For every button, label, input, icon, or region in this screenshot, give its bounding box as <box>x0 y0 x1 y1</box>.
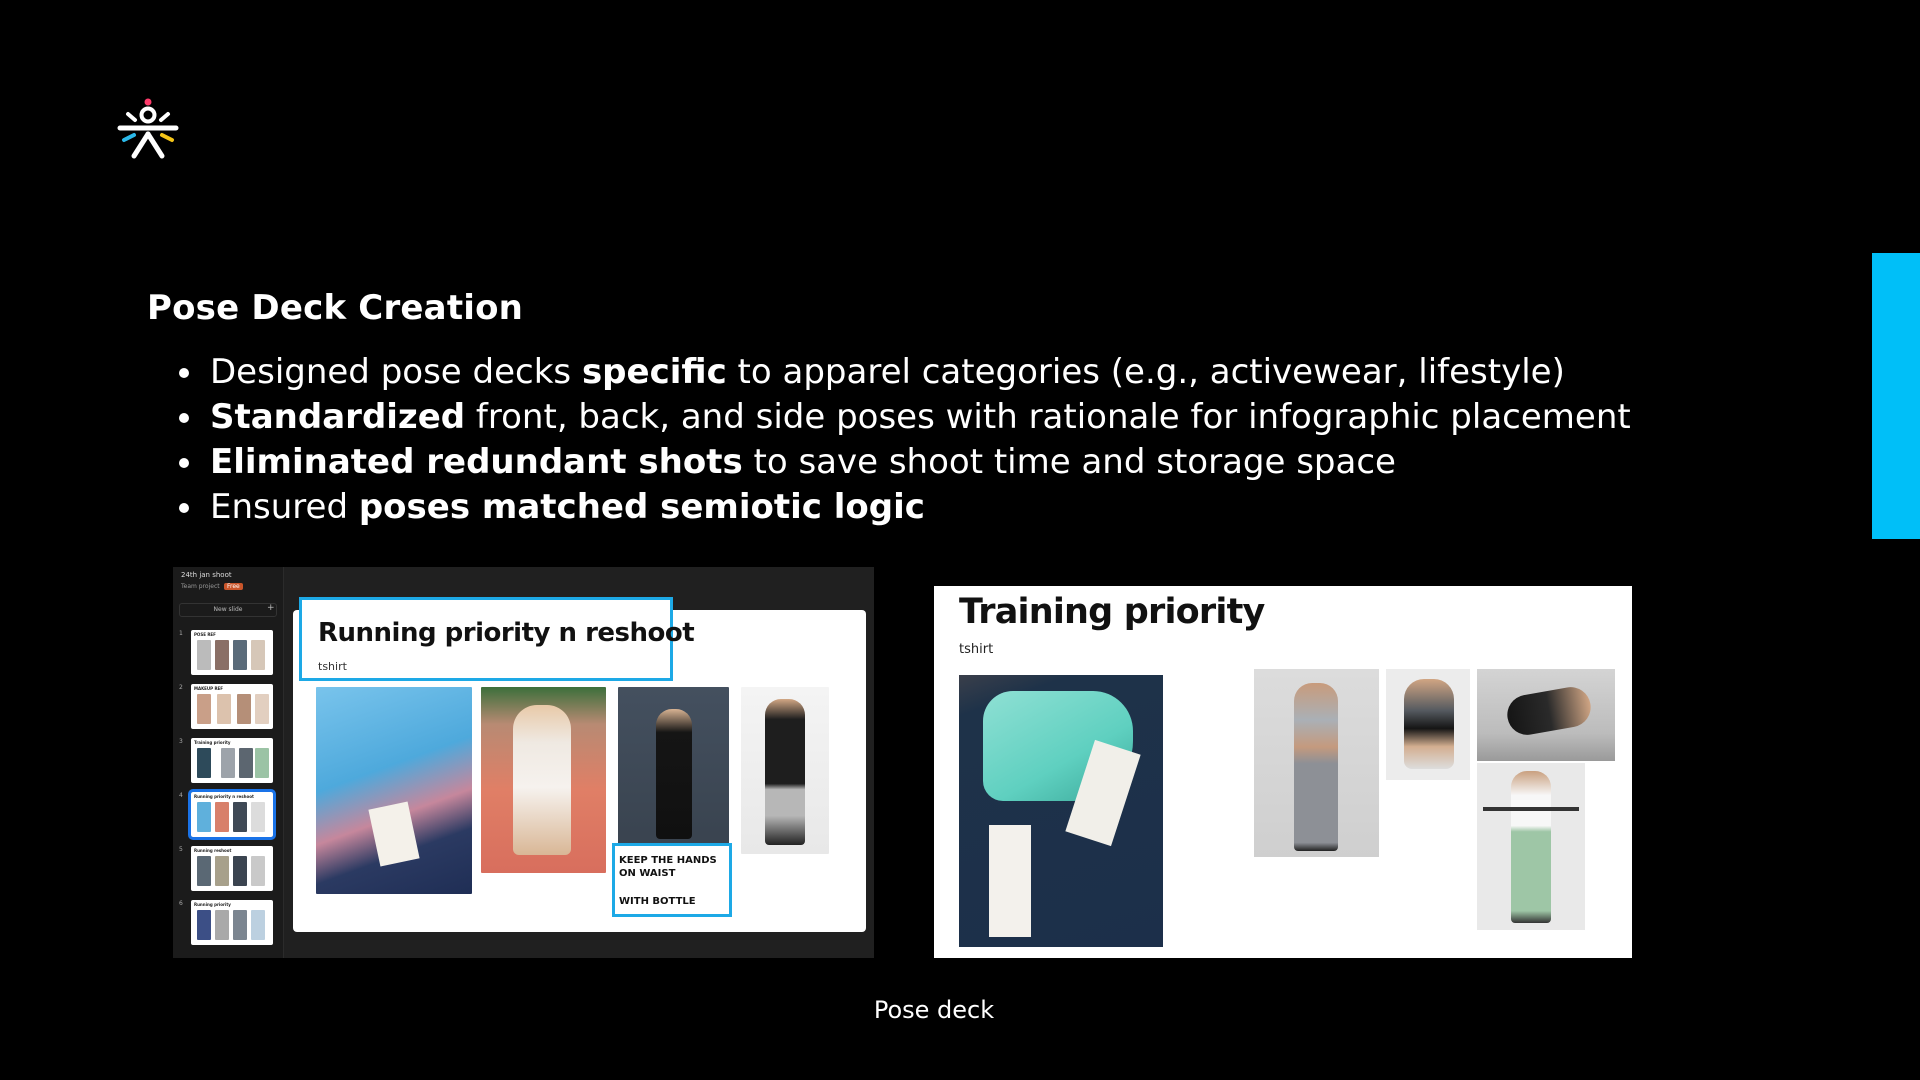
slide-thumbnail-title: Running priority <box>194 902 231 907</box>
photo-folded-tshirts <box>316 687 472 894</box>
slide-number: 3 <box>179 738 183 745</box>
photo-tshirt-with-tags <box>959 675 1163 947</box>
photo-model-lunge <box>618 687 729 847</box>
slide-thumbnail <box>191 630 273 675</box>
brand-logo-icon <box>116 96 180 168</box>
slide-thumbnail <box>191 738 273 783</box>
photo-model-kneeling-dumbbell <box>1386 669 1470 780</box>
photo-model-barbell <box>1477 763 1585 930</box>
slide-sidebar <box>173 567 284 958</box>
bullet-item: • Ensured poses matched semiotic logic <box>206 485 1631 530</box>
slide-number: 4 <box>179 792 183 799</box>
bullet-list <box>170 350 1631 530</box>
team-label: Team project <box>181 583 220 590</box>
pose-note-line: KEEP THE HANDS ON WAIST <box>619 855 717 879</box>
canvas-title-box <box>299 597 695 681</box>
new-slide-button: New slide <box>179 603 277 617</box>
slide-thumbnail-selected <box>191 792 273 837</box>
project-name: 24th jan shoot <box>181 571 232 579</box>
canvas-subtitle: tshirt <box>318 660 347 673</box>
slide-thumbnail-title: Running reshoot <box>194 848 232 853</box>
training-priority-slide <box>934 586 1632 958</box>
plan-badge: Free <box>224 583 243 590</box>
bullet-item: • Designed pose decks specific to apparel categories (e.g., activewear, lifestyle) <box>206 350 1631 395</box>
bullet-item: • Eliminated redundant shots to save shoot time and storage space <box>206 440 1631 485</box>
slide-subtitle: tshirt <box>959 642 994 657</box>
accent-bar <box>1872 253 1920 539</box>
pose-note-box <box>612 843 732 917</box>
slide-number: 1 <box>179 630 183 637</box>
editor-screenshot <box>173 567 874 958</box>
slide-thumbnail <box>191 900 273 945</box>
canvas-title: Running priority n reshoot <box>318 618 695 648</box>
slide-title: Training priority <box>959 592 1265 632</box>
photo-model-jump-rope <box>1254 669 1379 857</box>
slide-thumbnail <box>191 684 273 729</box>
photo-model-standing <box>741 687 829 854</box>
bullet-item: • Standardized front, back, and side poses with rationale for infographic placement <box>206 395 1631 440</box>
slide-thumbnail-title: Training priority <box>194 740 231 745</box>
figure-caption: Pose deck <box>873 996 995 1024</box>
photo-model-running-track <box>481 687 606 873</box>
slide-thumbnail-title: Running priority n reshoot <box>194 794 254 799</box>
slide-number: 2 <box>179 684 183 691</box>
section-heading: Pose Deck Creation <box>147 288 524 328</box>
slide-thumbnail <box>191 846 273 891</box>
slide-number: 6 <box>179 900 183 907</box>
photo-model-floor-exercise <box>1477 669 1615 761</box>
slide-thumbnail-title: MAKEUP REF <box>194 686 224 691</box>
slide-thumbnail-title: POSE REF <box>194 632 216 637</box>
pose-note-line: WITH BOTTLE <box>619 896 696 907</box>
add-slide-icon: + <box>267 603 275 613</box>
slide-number: 5 <box>179 846 183 853</box>
